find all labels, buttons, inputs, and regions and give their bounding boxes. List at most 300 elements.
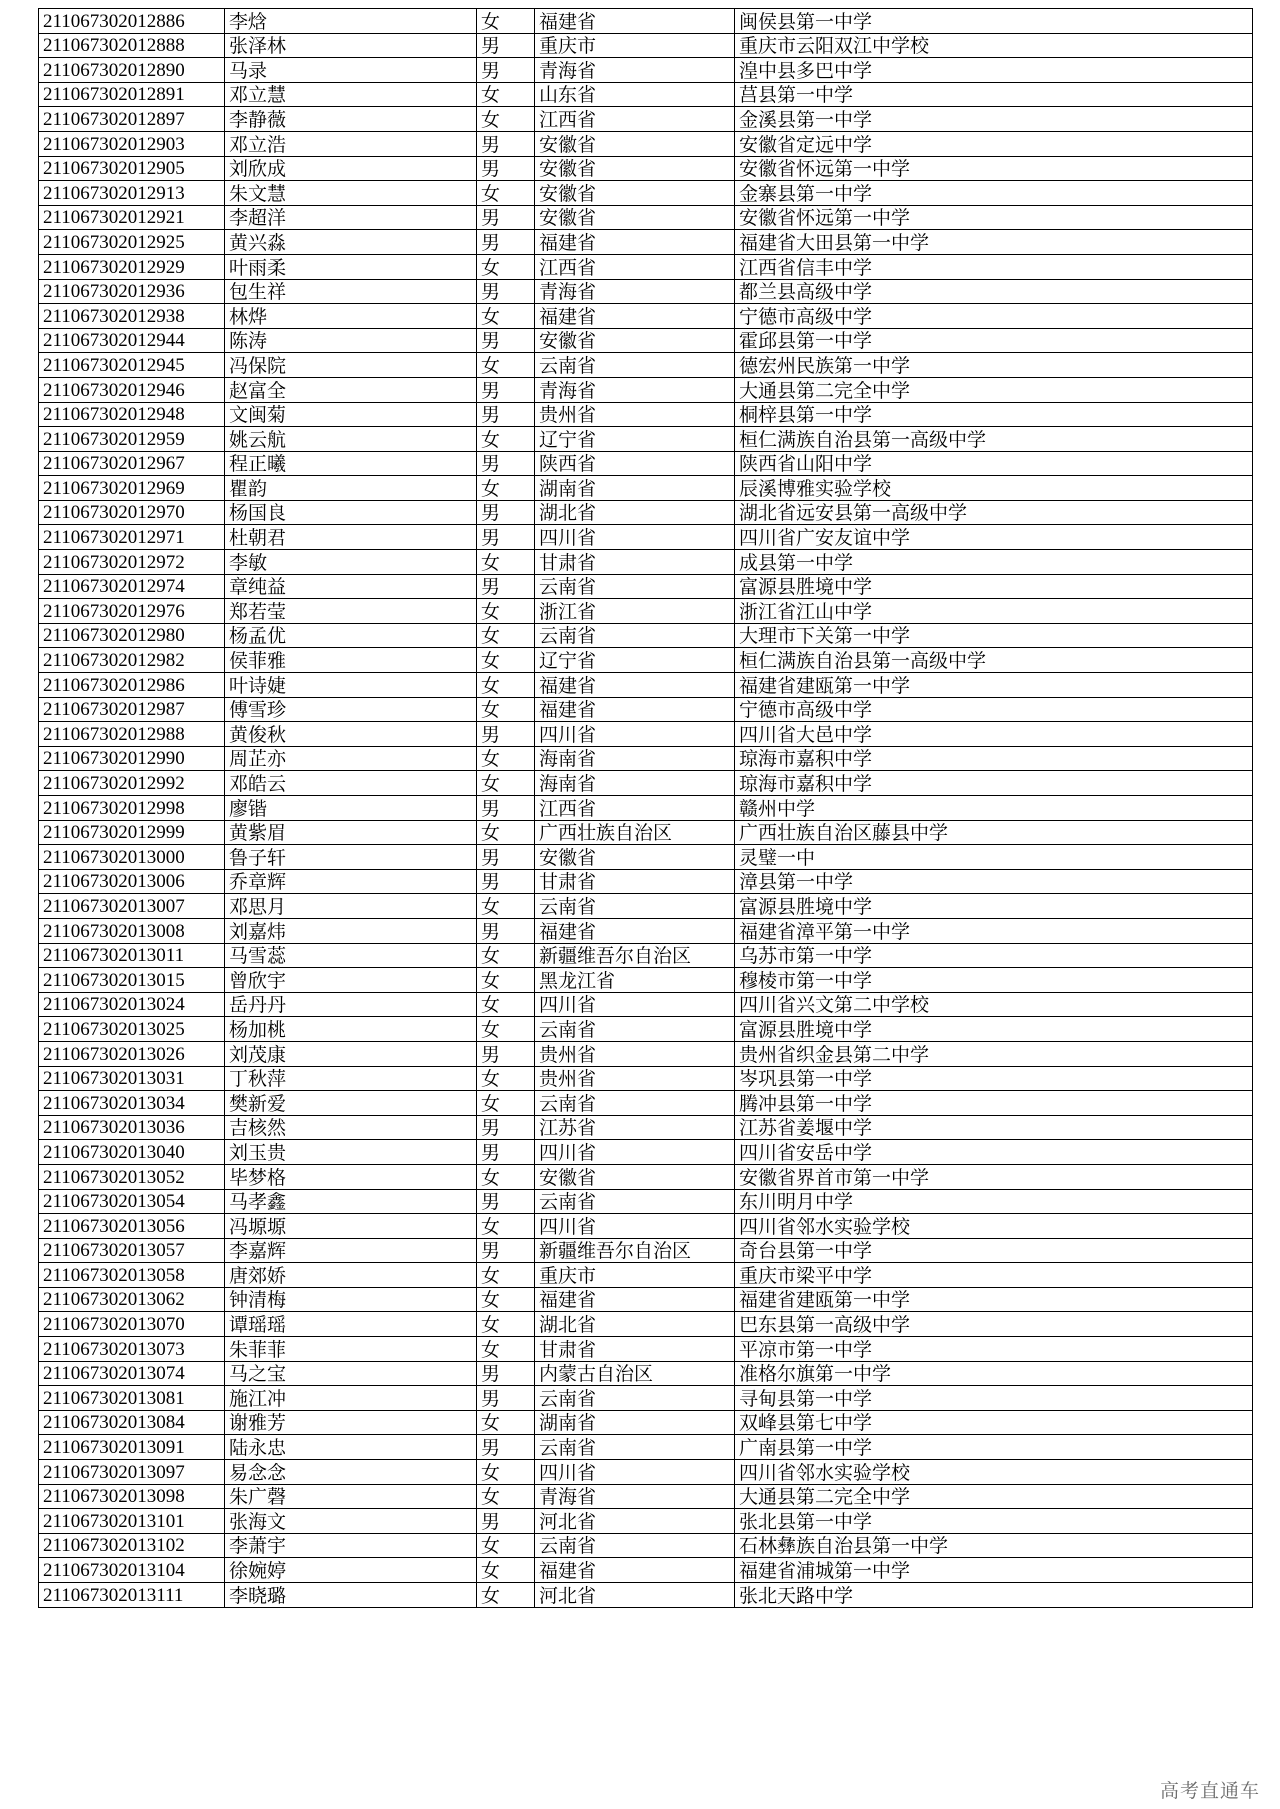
- school-cell: 桐梓县第一中学: [735, 402, 1253, 427]
- table-row: [39, 968, 1253, 993]
- student-id-cell: 211067302012986: [39, 673, 225, 698]
- table-row: [39, 1164, 1253, 1189]
- student-id-cell: 211067302012945: [39, 353, 225, 378]
- student-name-cell: 唐郊娇: [225, 1263, 477, 1288]
- table-row: [39, 1115, 1253, 1140]
- student-name-cell: 谢雅芳: [225, 1410, 477, 1435]
- table-row: [39, 623, 1253, 648]
- student-name-cell: 林烨: [225, 304, 477, 329]
- gender-cell: 男: [477, 1386, 535, 1411]
- province-cell: 云南省: [535, 623, 735, 648]
- school-cell: 琼海市嘉积中学: [735, 746, 1253, 771]
- table-row: [39, 451, 1253, 476]
- student-name-cell: 岳丹丹: [225, 992, 477, 1017]
- student-id-cell: 211067302012948: [39, 402, 225, 427]
- gender-cell: 女: [477, 1484, 535, 1509]
- school-cell: 安徽省怀远第一中学: [735, 205, 1253, 230]
- school-cell: 湟中县多巴中学: [735, 58, 1253, 83]
- province-cell: 四川省: [535, 1214, 735, 1239]
- province-cell: 福建省: [535, 230, 735, 255]
- school-cell: 张北天路中学: [735, 1583, 1253, 1608]
- student-id-cell: 211067302012913: [39, 181, 225, 206]
- table-row: [39, 58, 1253, 83]
- province-cell: 云南省: [535, 574, 735, 599]
- school-cell: 安徽省定远中学: [735, 131, 1253, 156]
- student-id-cell: 211067302013025: [39, 1017, 225, 1042]
- school-cell: 德宏州民族第一中学: [735, 353, 1253, 378]
- table-row: [39, 746, 1253, 771]
- province-cell: 新疆维吾尔自治区: [535, 1238, 735, 1263]
- school-cell: 宁德市高级中学: [735, 697, 1253, 722]
- school-cell: 都兰县高级中学: [735, 279, 1253, 304]
- table-row: [39, 131, 1253, 156]
- student-id-cell: 211067302013031: [39, 1066, 225, 1091]
- student-name-cell: 易念念: [225, 1460, 477, 1485]
- table-row: [39, 697, 1253, 722]
- gender-cell: 女: [477, 992, 535, 1017]
- province-cell: 云南省: [535, 353, 735, 378]
- student-id-cell: 211067302013054: [39, 1189, 225, 1214]
- province-cell: 云南省: [535, 1091, 735, 1116]
- school-cell: 湖北省远安县第一高级中学: [735, 500, 1253, 525]
- gender-cell: 男: [477, 1238, 535, 1263]
- province-cell: 广西壮族自治区: [535, 820, 735, 845]
- table-row: [39, 648, 1253, 673]
- table-row: [39, 1041, 1253, 1066]
- student-name-cell: 邓皓云: [225, 771, 477, 796]
- gender-cell: 男: [477, 722, 535, 747]
- table-row: [39, 181, 1253, 206]
- school-cell: 石林彝族自治县第一中学: [735, 1533, 1253, 1558]
- student-id-cell: 211067302013073: [39, 1337, 225, 1362]
- school-cell: 桓仁满族自治县第一高级中学: [735, 427, 1253, 452]
- province-cell: 四川省: [535, 525, 735, 550]
- table-row: [39, 1140, 1253, 1165]
- school-cell: 琼海市嘉积中学: [735, 771, 1253, 796]
- student-name-cell: 郑若莹: [225, 599, 477, 624]
- table-row: [39, 992, 1253, 1017]
- gender-cell: 男: [477, 33, 535, 58]
- gender-cell: 女: [477, 1337, 535, 1362]
- student-name-cell: 乔章辉: [225, 869, 477, 894]
- student-name-cell: 李晓璐: [225, 1583, 477, 1608]
- student-id-cell: 211067302013091: [39, 1435, 225, 1460]
- table-row: [39, 1583, 1253, 1608]
- student-name-cell: 傅雪珍: [225, 697, 477, 722]
- school-cell: 广南县第一中学: [735, 1435, 1253, 1460]
- student-name-cell: 曾欣宇: [225, 968, 477, 993]
- student-id-cell: 211067302012888: [39, 33, 225, 58]
- student-id-cell: 211067302012972: [39, 550, 225, 575]
- student-name-cell: 马孝鑫: [225, 1189, 477, 1214]
- student-id-cell: 211067302012925: [39, 230, 225, 255]
- student-id-cell: 211067302012976: [39, 599, 225, 624]
- student-id-cell: 211067302012946: [39, 377, 225, 402]
- province-cell: 贵州省: [535, 402, 735, 427]
- table-row: [39, 476, 1253, 501]
- student-name-cell: 叶雨柔: [225, 254, 477, 279]
- province-cell: 江西省: [535, 254, 735, 279]
- student-id-cell: 211067302013098: [39, 1484, 225, 1509]
- student-name-cell: 朱广磬: [225, 1484, 477, 1509]
- student-name-cell: 施江冲: [225, 1386, 477, 1411]
- student-id-cell: 211067302012974: [39, 574, 225, 599]
- gender-cell: 男: [477, 1509, 535, 1534]
- province-cell: 甘肃省: [535, 869, 735, 894]
- gender-cell: 男: [477, 58, 535, 83]
- student-name-cell: 钟清梅: [225, 1287, 477, 1312]
- gender-cell: 男: [477, 328, 535, 353]
- gender-cell: 男: [477, 156, 535, 181]
- student-id-cell: 211067302013097: [39, 1460, 225, 1485]
- gender-cell: 女: [477, 820, 535, 845]
- table-row: [39, 427, 1253, 452]
- school-cell: 巴东县第一高级中学: [735, 1312, 1253, 1337]
- school-cell: 富源县胜境中学: [735, 574, 1253, 599]
- province-cell: 安徽省: [535, 131, 735, 156]
- gender-cell: 女: [477, 1263, 535, 1288]
- table-row: [39, 82, 1253, 107]
- student-id-cell: 211067302012982: [39, 648, 225, 673]
- table-row: [39, 525, 1253, 550]
- student-name-cell: 邓立慧: [225, 82, 477, 107]
- province-cell: 安徽省: [535, 156, 735, 181]
- student-id-cell: 211067302013006: [39, 869, 225, 894]
- gender-cell: 男: [477, 1041, 535, 1066]
- province-cell: 河北省: [535, 1583, 735, 1608]
- province-cell: 安徽省: [535, 328, 735, 353]
- student-name-cell: 李萧宇: [225, 1533, 477, 1558]
- gender-cell: 女: [477, 476, 535, 501]
- student-name-cell: 廖锴: [225, 796, 477, 821]
- gender-cell: 女: [477, 1017, 535, 1042]
- school-cell: 腾冲县第一中学: [735, 1091, 1253, 1116]
- table-row: [39, 845, 1253, 870]
- gender-cell: 男: [477, 279, 535, 304]
- table-row: [39, 894, 1253, 919]
- province-cell: 辽宁省: [535, 648, 735, 673]
- student-name-cell: 李嘉辉: [225, 1238, 477, 1263]
- gender-cell: 女: [477, 82, 535, 107]
- gender-cell: 男: [477, 869, 535, 894]
- province-cell: 湖北省: [535, 500, 735, 525]
- table-row: [39, 820, 1253, 845]
- gender-cell: 男: [477, 205, 535, 230]
- school-cell: 重庆市云阳双江中学校: [735, 33, 1253, 58]
- student-name-cell: 刘玉贵: [225, 1140, 477, 1165]
- student-id-cell: 211067302013102: [39, 1533, 225, 1558]
- gender-cell: 女: [477, 1312, 535, 1337]
- table-row: [39, 1509, 1253, 1534]
- school-cell: 四川省大邑中学: [735, 722, 1253, 747]
- school-cell: 岑巩县第一中学: [735, 1066, 1253, 1091]
- table-row: [39, 673, 1253, 698]
- student-name-cell: 姚云航: [225, 427, 477, 452]
- student-name-cell: 鲁子轩: [225, 845, 477, 870]
- student-id-cell: 211067302013008: [39, 918, 225, 943]
- province-cell: 海南省: [535, 771, 735, 796]
- school-cell: 福建省建瓯第一中学: [735, 1287, 1253, 1312]
- gender-cell: 男: [477, 402, 535, 427]
- student-id-cell: 211067302012970: [39, 500, 225, 525]
- student-id-cell: 211067302013057: [39, 1238, 225, 1263]
- province-cell: 福建省: [535, 304, 735, 329]
- gender-cell: 男: [477, 451, 535, 476]
- student-name-cell: 黄俊秋: [225, 722, 477, 747]
- table-row: [39, 1091, 1253, 1116]
- table-row: [39, 402, 1253, 427]
- student-id-cell: 211067302012990: [39, 746, 225, 771]
- table-row: [39, 1558, 1253, 1583]
- province-cell: 四川省: [535, 722, 735, 747]
- student-id-cell: 211067302012969: [39, 476, 225, 501]
- province-cell: 福建省: [535, 9, 735, 34]
- gender-cell: 女: [477, 697, 535, 722]
- student-name-cell: 李超洋: [225, 205, 477, 230]
- student-id-cell: 211067302012967: [39, 451, 225, 476]
- student-id-cell: 211067302012998: [39, 796, 225, 821]
- student-id-cell: 211067302013034: [39, 1091, 225, 1116]
- gender-cell: 女: [477, 1583, 535, 1608]
- student-id-cell: 211067302012891: [39, 82, 225, 107]
- province-cell: 黑龙江省: [535, 968, 735, 993]
- gender-cell: 女: [477, 746, 535, 771]
- school-cell: 穆棱市第一中学: [735, 968, 1253, 993]
- gender-cell: 男: [477, 1361, 535, 1386]
- table-row: [39, 1017, 1253, 1042]
- gender-cell: 女: [477, 771, 535, 796]
- school-cell: 双峰县第七中学: [735, 1410, 1253, 1435]
- province-cell: 福建省: [535, 697, 735, 722]
- table-row: [39, 1263, 1253, 1288]
- student-name-cell: 谭瑶瑶: [225, 1312, 477, 1337]
- roster-body: [39, 9, 1253, 1608]
- school-cell: 大通县第二完全中学: [735, 1484, 1253, 1509]
- student-name-cell: 陈涛: [225, 328, 477, 353]
- province-cell: 陕西省: [535, 451, 735, 476]
- school-cell: 张北县第一中学: [735, 1509, 1253, 1534]
- student-name-cell: 冯保院: [225, 353, 477, 378]
- gender-cell: 男: [477, 1115, 535, 1140]
- student-name-cell: 杨孟优: [225, 623, 477, 648]
- table-row: [39, 1484, 1253, 1509]
- gender-cell: 女: [477, 1214, 535, 1239]
- student-name-cell: 丁秋萍: [225, 1066, 477, 1091]
- province-cell: 江西省: [535, 796, 735, 821]
- province-cell: 云南省: [535, 1533, 735, 1558]
- student-name-cell: 邓立浩: [225, 131, 477, 156]
- province-cell: 四川省: [535, 1140, 735, 1165]
- student-name-cell: 包生祥: [225, 279, 477, 304]
- province-cell: 重庆市: [535, 33, 735, 58]
- gender-cell: 女: [477, 1533, 535, 1558]
- school-cell: 安徽省怀远第一中学: [735, 156, 1253, 181]
- student-id-cell: 211067302012929: [39, 254, 225, 279]
- gender-cell: 女: [477, 550, 535, 575]
- student-name-cell: 吉核然: [225, 1115, 477, 1140]
- table-row: [39, 230, 1253, 255]
- school-cell: 漳县第一中学: [735, 869, 1253, 894]
- gender-cell: 女: [477, 254, 535, 279]
- table-row: [39, 1533, 1253, 1558]
- gender-cell: 女: [477, 181, 535, 206]
- student-id-cell: 211067302013070: [39, 1312, 225, 1337]
- student-name-cell: 徐婉婷: [225, 1558, 477, 1583]
- student-name-cell: 周芷亦: [225, 746, 477, 771]
- table-row: [39, 943, 1253, 968]
- gender-cell: 男: [477, 230, 535, 255]
- gender-cell: 男: [477, 1435, 535, 1460]
- province-cell: 重庆市: [535, 1263, 735, 1288]
- school-cell: 四川省邻水实验学校: [735, 1214, 1253, 1239]
- student-id-cell: 211067302013000: [39, 845, 225, 870]
- table-row: [39, 254, 1253, 279]
- school-cell: 奇台县第一中学: [735, 1238, 1253, 1263]
- table-row: [39, 205, 1253, 230]
- table-row: [39, 156, 1253, 181]
- gender-cell: 男: [477, 845, 535, 870]
- student-roster-table: [38, 8, 1253, 1608]
- student-name-cell: 朱菲菲: [225, 1337, 477, 1362]
- school-cell: 准格尔旗第一中学: [735, 1361, 1253, 1386]
- table-row: [39, 1337, 1253, 1362]
- school-cell: 辰溪博雅实验学校: [735, 476, 1253, 501]
- table-row: [39, 500, 1253, 525]
- student-name-cell: 朱文慧: [225, 181, 477, 206]
- table-row: [39, 1238, 1253, 1263]
- province-cell: 福建省: [535, 1287, 735, 1312]
- table-row: [39, 1361, 1253, 1386]
- table-row: [39, 279, 1253, 304]
- province-cell: 安徽省: [535, 845, 735, 870]
- school-cell: 福建省大田县第一中学: [735, 230, 1253, 255]
- student-id-cell: 211067302012944: [39, 328, 225, 353]
- school-cell: 四川省兴文第二中学校: [735, 992, 1253, 1017]
- gender-cell: 女: [477, 1091, 535, 1116]
- gender-cell: 女: [477, 623, 535, 648]
- roster-sheet: [38, 8, 1252, 1608]
- student-name-cell: 黄紫眉: [225, 820, 477, 845]
- gender-cell: 女: [477, 1558, 535, 1583]
- gender-cell: 女: [477, 9, 535, 34]
- school-cell: 金寨县第一中学: [735, 181, 1253, 206]
- province-cell: 江苏省: [535, 1115, 735, 1140]
- province-cell: 海南省: [535, 746, 735, 771]
- table-row: [39, 304, 1253, 329]
- student-name-cell: 李静薇: [225, 107, 477, 132]
- student-id-cell: 211067302013040: [39, 1140, 225, 1165]
- table-row: [39, 33, 1253, 58]
- student-id-cell: 211067302013026: [39, 1041, 225, 1066]
- province-cell: 云南省: [535, 1386, 735, 1411]
- student-name-cell: 樊新爱: [225, 1091, 477, 1116]
- student-id-cell: 211067302012988: [39, 722, 225, 747]
- student-id-cell: 211067302012971: [39, 525, 225, 550]
- student-name-cell: 邓思月: [225, 894, 477, 919]
- gender-cell: 女: [477, 427, 535, 452]
- province-cell: 湖南省: [535, 1410, 735, 1435]
- student-id-cell: 211067302012897: [39, 107, 225, 132]
- province-cell: 青海省: [535, 279, 735, 304]
- watermark-text: 高考直通车: [1159, 1780, 1260, 1802]
- student-name-cell: 马之宝: [225, 1361, 477, 1386]
- province-cell: 云南省: [535, 1017, 735, 1042]
- province-cell: 福建省: [535, 673, 735, 698]
- student-id-cell: 211067302012938: [39, 304, 225, 329]
- student-name-cell: 马录: [225, 58, 477, 83]
- student-name-cell: 马雪蕊: [225, 943, 477, 968]
- school-cell: 灵璧一中: [735, 845, 1253, 870]
- student-name-cell: 李敏: [225, 550, 477, 575]
- table-row: [39, 1287, 1253, 1312]
- school-cell: 福建省浦城第一中学: [735, 1558, 1253, 1583]
- school-cell: 安徽省界首市第一中学: [735, 1164, 1253, 1189]
- student-name-cell: 冯塬塬: [225, 1214, 477, 1239]
- gender-cell: 女: [477, 353, 535, 378]
- school-cell: 浙江省江山中学: [735, 599, 1253, 624]
- student-name-cell: 叶诗婕: [225, 673, 477, 698]
- province-cell: 新疆维吾尔自治区: [535, 943, 735, 968]
- school-cell: 成县第一中学: [735, 550, 1253, 575]
- province-cell: 云南省: [535, 894, 735, 919]
- table-row: [39, 869, 1253, 894]
- student-id-cell: 211067302012903: [39, 131, 225, 156]
- province-cell: 四川省: [535, 1460, 735, 1485]
- table-row: [39, 1066, 1253, 1091]
- student-id-cell: 211067302012992: [39, 771, 225, 796]
- province-cell: 甘肃省: [535, 1337, 735, 1362]
- gender-cell: 女: [477, 1287, 535, 1312]
- school-cell: 江苏省姜堰中学: [735, 1115, 1253, 1140]
- gender-cell: 女: [477, 599, 535, 624]
- student-name-cell: 刘欣成: [225, 156, 477, 181]
- table-row: [39, 1435, 1253, 1460]
- gender-cell: 女: [477, 1410, 535, 1435]
- student-id-cell: 211067302013015: [39, 968, 225, 993]
- student-name-cell: 张海文: [225, 1509, 477, 1534]
- table-row: [39, 1460, 1253, 1485]
- table-row: [39, 377, 1253, 402]
- student-id-cell: 211067302013036: [39, 1115, 225, 1140]
- gender-cell: 女: [477, 968, 535, 993]
- province-cell: 浙江省: [535, 599, 735, 624]
- student-name-cell: 毕梦格: [225, 1164, 477, 1189]
- table-row: [39, 574, 1253, 599]
- gender-cell: 男: [477, 500, 535, 525]
- gender-cell: 女: [477, 648, 535, 673]
- student-id-cell: 211067302012959: [39, 427, 225, 452]
- student-name-cell: 章纯益: [225, 574, 477, 599]
- gender-cell: 男: [477, 525, 535, 550]
- table-row: [39, 722, 1253, 747]
- student-id-cell: 211067302012921: [39, 205, 225, 230]
- school-cell: 江西省信丰中学: [735, 254, 1253, 279]
- province-cell: 安徽省: [535, 181, 735, 206]
- province-cell: 内蒙古自治区: [535, 1361, 735, 1386]
- student-id-cell: 211067302013058: [39, 1263, 225, 1288]
- province-cell: 安徽省: [535, 205, 735, 230]
- table-row: [39, 771, 1253, 796]
- student-id-cell: 211067302012890: [39, 58, 225, 83]
- table-row: [39, 328, 1253, 353]
- school-cell: 四川省安岳中学: [735, 1140, 1253, 1165]
- school-cell: 大理市下关第一中学: [735, 623, 1253, 648]
- student-name-cell: 黄兴淼: [225, 230, 477, 255]
- school-cell: 贵州省织金县第二中学: [735, 1041, 1253, 1066]
- table-row: [39, 599, 1253, 624]
- school-cell: 东川明月中学: [735, 1189, 1253, 1214]
- table-row: [39, 796, 1253, 821]
